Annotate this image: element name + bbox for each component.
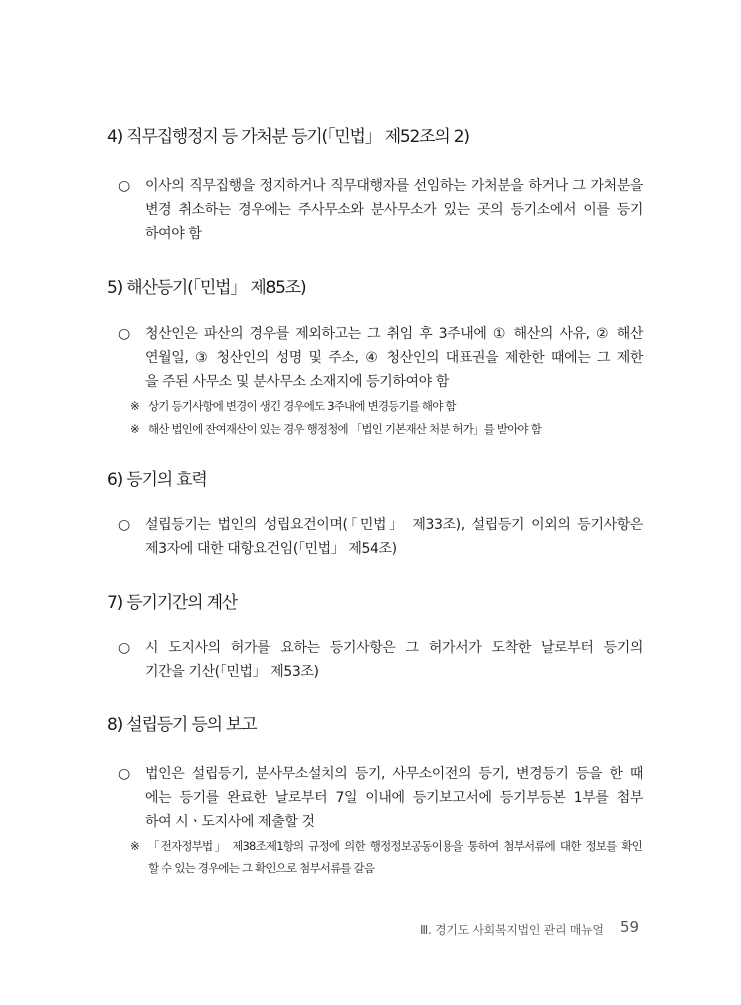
paragraph-line: 을 주된 사무소 및 분사무소 소재지에 등기하여야 함 (145, 374, 449, 390)
paragraph-line: 하여 시ㆍ도지사에 제출할 것 (145, 814, 315, 830)
paragraph-line: 연월일, ③ 청산인의 성명 및 주소, ④ 청산인의 대표권을 제한한 때에는 그 제한 (145, 350, 643, 366)
section-heading-5: 5) 해산등기(「민법」 제85조) (107, 278, 306, 298)
paragraph-line: 변경 취소하는 경우에는 주사무소와 분사무소가 있는 곳의 등기소에서 이를 등기 (145, 202, 643, 218)
section-heading-8: 8) 설립등기 등의 보고 (107, 715, 257, 735)
circle-bullet-icon: ○ (118, 517, 130, 533)
section-5-bullet (118, 322, 643, 394)
section-heading-7: 7) 등기기간의 계산 (107, 593, 238, 613)
note-text: 할 수 있는 경우에는 그 확인으로 첨부서류를 갈음 (148, 861, 375, 875)
section-heading-6: 6) 등기의 효력 (107, 470, 207, 490)
paragraph-line: 에는 등기를 완료한 날로부터 7일 이내에 등기보고서에 등기부등본 1부를 첨부 (145, 790, 643, 806)
paragraph-line: 시 도지사의 허가를 요하는 등기사항은 그 허가서가 도착한 날로부터 등기의 (145, 640, 643, 656)
section-4-bullet (118, 174, 643, 246)
section-heading-4: 4) 직무집행정지 등 가처분 등기(「민법」 제52조의 2) (107, 127, 469, 147)
note-text: 상기 등기사항에 변경이 생긴 경우에도 3주내에 변경등기를 해야 함 (148, 399, 456, 413)
note-text: 「전자정부법」 제38조제1항의 규정에 의한 행정정보공동이용을 통하여 첨부서류에 대한 정보를 확인 (148, 839, 642, 853)
paragraph-line: 하여야 함 (145, 226, 202, 242)
paragraph-line: 제3자에 대한 대항요건임(「민법」 제54조) (145, 541, 397, 557)
section-6-bullet (118, 513, 643, 561)
circle-bullet-icon: ○ (118, 178, 130, 194)
reference-mark-icon: ※ (130, 839, 139, 853)
note-text: 해산 법인에 잔여재산이 있는 경우 행정청에 「법인 기본재산 처분 허가」를 받아야 함 (148, 422, 542, 436)
circle-bullet-icon: ○ (118, 640, 130, 656)
page-number: 59 (620, 918, 640, 936)
section-7-bullet (118, 636, 643, 684)
footer-title: Ⅲ. 경기도 사회복지법인 관리 매뉴얼 (420, 923, 604, 937)
paragraph-line: 이사의 직무집행을 정지하거나 직무대행자를 선임하는 가처분을 하거나 그 가처분을 (145, 178, 643, 194)
paragraph-line: 청산인은 파산의 경우를 제외하고는 그 취임 후 3주내에 ① 해산의 사유, ② 해산 (145, 326, 643, 342)
reference-mark-icon: ※ (130, 399, 139, 413)
paragraph-line: 기간을 기산(「민법」 제53조) (145, 664, 319, 680)
circle-bullet-icon: ○ (118, 766, 130, 782)
section-8-bullet (118, 762, 643, 834)
paragraph-line: 설립등기는 법인의 성립요건이며(「민법」 제33조), 설립등기 이외의 등기사항은 (145, 517, 643, 533)
circle-bullet-icon: ○ (118, 326, 130, 342)
paragraph-line: 법인은 설립등기, 분사무소설치의 등기, 사무소이전의 등기, 변경등기 등을 한 때 (145, 766, 643, 782)
reference-mark-icon: ※ (130, 422, 139, 436)
